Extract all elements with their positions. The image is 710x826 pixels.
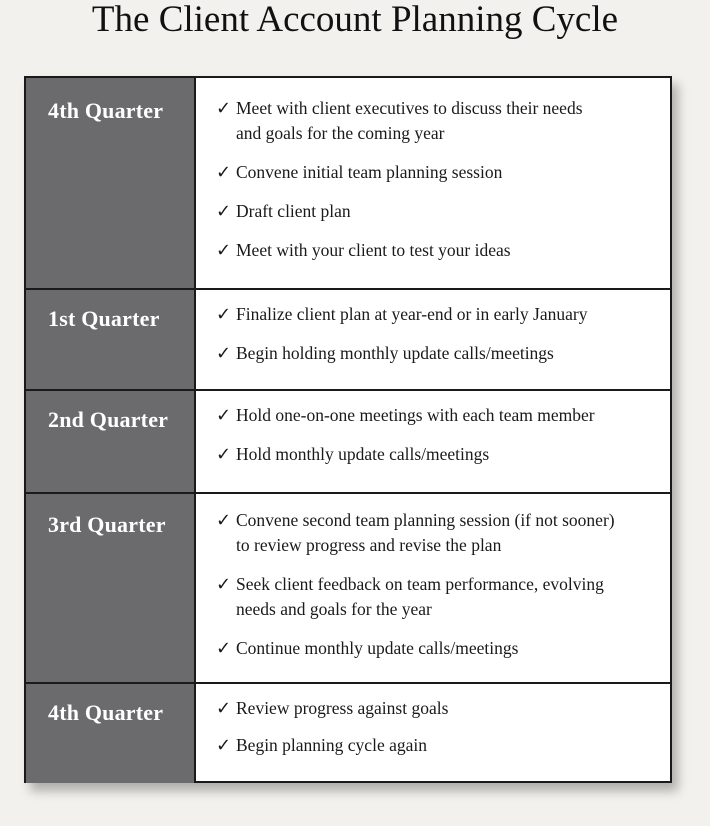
check-mark-icon: ✓ (216, 574, 232, 595)
list-item: ✓ Continue monthly update calls/meetings (216, 638, 519, 659)
check-mark-icon: ✓ (216, 343, 232, 364)
planning-cycle-table (24, 76, 672, 783)
quarter-label: 4th Quarter (26, 684, 196, 783)
quarter-label: 3rd Quarter (26, 494, 196, 684)
check-mark-icon: ✓ (216, 638, 232, 659)
check-mark-icon: ✓ (216, 510, 232, 531)
quarter-label: 2nd Quarter (26, 391, 196, 494)
list-item: ✓ Draft client plan (216, 201, 351, 222)
list-item: ✓ Meet with client executives to discuss their needs and goals for the coming year (216, 98, 583, 143)
list-item: ✓ Begin planning cycle again (216, 735, 427, 756)
check-mark-icon: ✓ (216, 735, 232, 756)
table-row (26, 682, 670, 783)
table-row (26, 78, 670, 288)
check-mark-icon: ✓ (216, 240, 232, 261)
check-mark-icon: ✓ (216, 698, 232, 719)
list-item: ✓ Convene initial team planning session (216, 162, 503, 183)
quarter-label: 4th Quarter (26, 78, 196, 288)
list-item: ✓ Begin holding monthly update calls/meetings (216, 343, 554, 364)
list-item: ✓ Convene second team planning session (if not sooner) to review progress and revise the plan (216, 510, 615, 555)
list-item: ✓ Review progress against goals (216, 698, 449, 719)
check-mark-icon: ✓ (216, 98, 232, 119)
task-list (196, 494, 670, 684)
page-title: The Client Account Planning Cycle (91, 0, 619, 40)
list-item: ✓ Hold monthly update calls/meetings (216, 444, 490, 465)
list-item: ✓ Finalize client plan at year-end or in early January (216, 304, 588, 325)
table-row (26, 492, 670, 684)
check-mark-icon: ✓ (216, 201, 232, 222)
task-list (196, 391, 670, 494)
list-item: ✓ Seek client feedback on team performance, evolving needs and goals for the year (216, 574, 604, 619)
table-row (26, 389, 670, 494)
check-mark-icon: ✓ (216, 444, 232, 465)
table-row (26, 288, 670, 391)
task-list (196, 78, 670, 288)
list-item: ✓ Meet with your client to test your ideas (216, 240, 511, 261)
task-list (196, 290, 670, 391)
list-item: ✓ Hold one-on-one meetings with each team member (216, 405, 595, 426)
check-mark-icon: ✓ (216, 405, 232, 426)
quarter-label: 1st Quarter (26, 290, 196, 391)
check-mark-icon: ✓ (216, 304, 232, 325)
check-mark-icon: ✓ (216, 162, 232, 183)
task-list (196, 684, 670, 783)
